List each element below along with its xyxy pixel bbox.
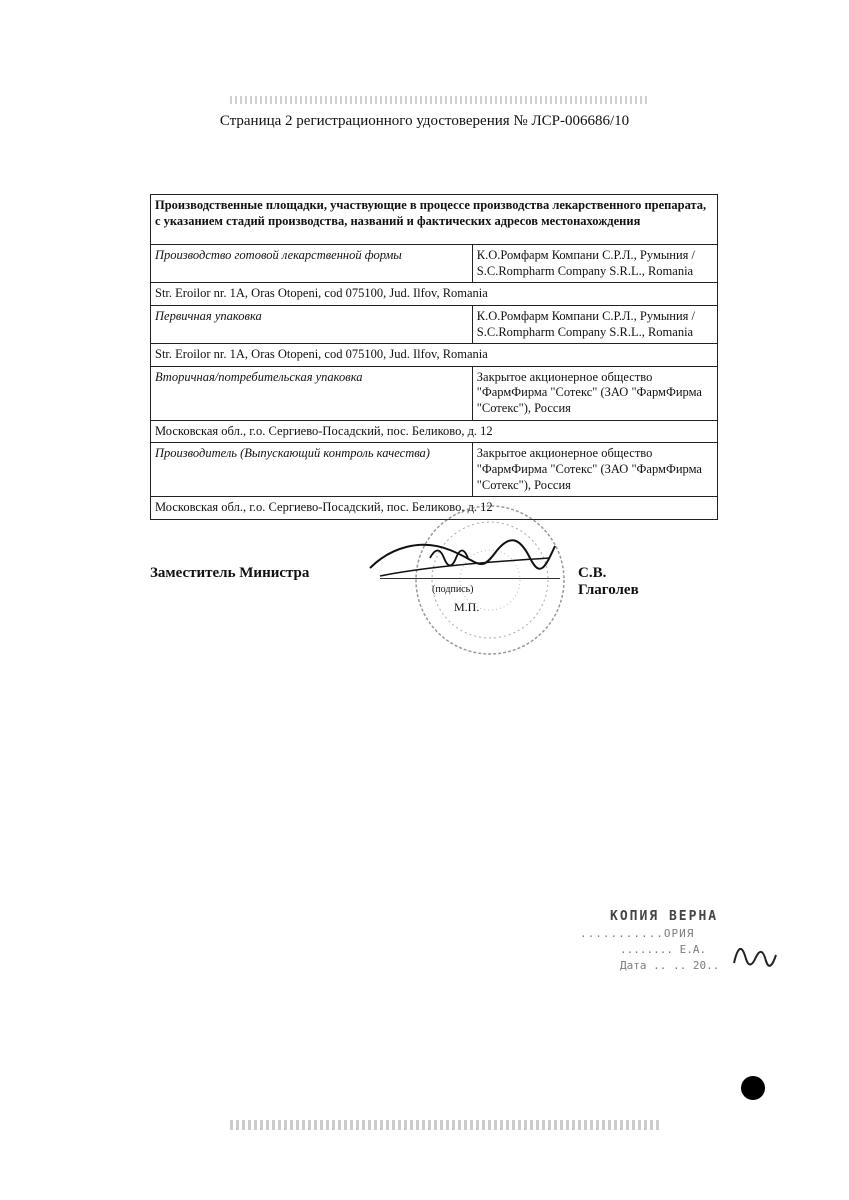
signatory-name: С.В. Глаголев bbox=[578, 565, 639, 598]
table-row bbox=[151, 366, 718, 420]
stamp-signature-icon bbox=[730, 933, 778, 973]
company-cell: К.О.Ромфарм Компани С.Р.Л., Румыния / S.C.Rompharm Company S.R.L., Romania bbox=[472, 245, 717, 283]
table-heading: Производственные площадки, участвующие в процессе производства лекарственного препарата, с указанием стадий производства, названий и фактических адресов местонахождения bbox=[151, 195, 718, 245]
table-row bbox=[151, 344, 718, 367]
address-cell: Str. Eroilor nr. 1A, Oras Otopeni, cod 075100, Jud. Ilfov, Romania bbox=[151, 344, 718, 367]
production-sites-table bbox=[150, 194, 718, 520]
signature-line bbox=[380, 578, 560, 579]
stamp-line: ...........ОРИЯ bbox=[580, 927, 695, 940]
address-cell: Московская обл., г.о. Сергиево-Посадский, пос. Беликово, д. 12 bbox=[151, 497, 718, 520]
stamp-line: Дата .. .. 20.. bbox=[620, 959, 720, 972]
punch-hole-icon bbox=[741, 1076, 765, 1100]
company-cell: Закрытое акционерное общество "ФармФирма "Сотекс" (ЗАО "ФармФирма "Сотекс"), Россия bbox=[472, 366, 717, 420]
signature-block bbox=[150, 565, 670, 598]
stage-cell: Производство готовой лекарственной формы bbox=[151, 245, 473, 283]
signature-caption: (подпись) bbox=[432, 584, 474, 595]
signatory-title: Заместитель Министра bbox=[150, 565, 310, 581]
stage-cell: Первичная упаковка bbox=[151, 305, 473, 343]
table-row bbox=[151, 245, 718, 283]
certified-copy-stamp bbox=[580, 905, 780, 980]
table-row bbox=[151, 283, 718, 306]
table-row bbox=[151, 420, 718, 443]
stamp-line: ........ Е.А. bbox=[620, 943, 707, 956]
address-cell: Московская обл., г.о. Сергиево-Посадский, пос. Беликово, д. 12 bbox=[151, 420, 718, 443]
company-cell: Закрытое акционерное общество "ФармФирма "Сотекс" (ЗАО "ФармФирма "Сотекс"), Россия bbox=[472, 443, 717, 497]
company-cell: К.О.Ромфарм Компани С.Р.Л., Румыния / S.C.Rompharm Company S.R.L., Romania bbox=[472, 305, 717, 343]
page-title: Страница 2 регистрационного удостоверения № ЛСР-006686/10 bbox=[219, 113, 630, 129]
stage-cell: Производитель (Выпускающий контроль качества) bbox=[151, 443, 473, 497]
address-cell: Str. Eroilor nr. 1A, Oras Otopeni, cod 075100, Jud. Ilfov, Romania bbox=[151, 283, 718, 306]
table-row bbox=[151, 305, 718, 343]
stamp-line: КОПИЯ ВЕРНА bbox=[610, 909, 719, 924]
seal-label: М.П. bbox=[454, 600, 480, 614]
table-heading-row bbox=[151, 195, 718, 245]
table-row bbox=[151, 443, 718, 497]
stage-cell: Вторичная/потребительская упаковка bbox=[151, 366, 473, 420]
scan-noise-bottom bbox=[230, 1120, 660, 1130]
scan-noise-top bbox=[230, 96, 650, 104]
